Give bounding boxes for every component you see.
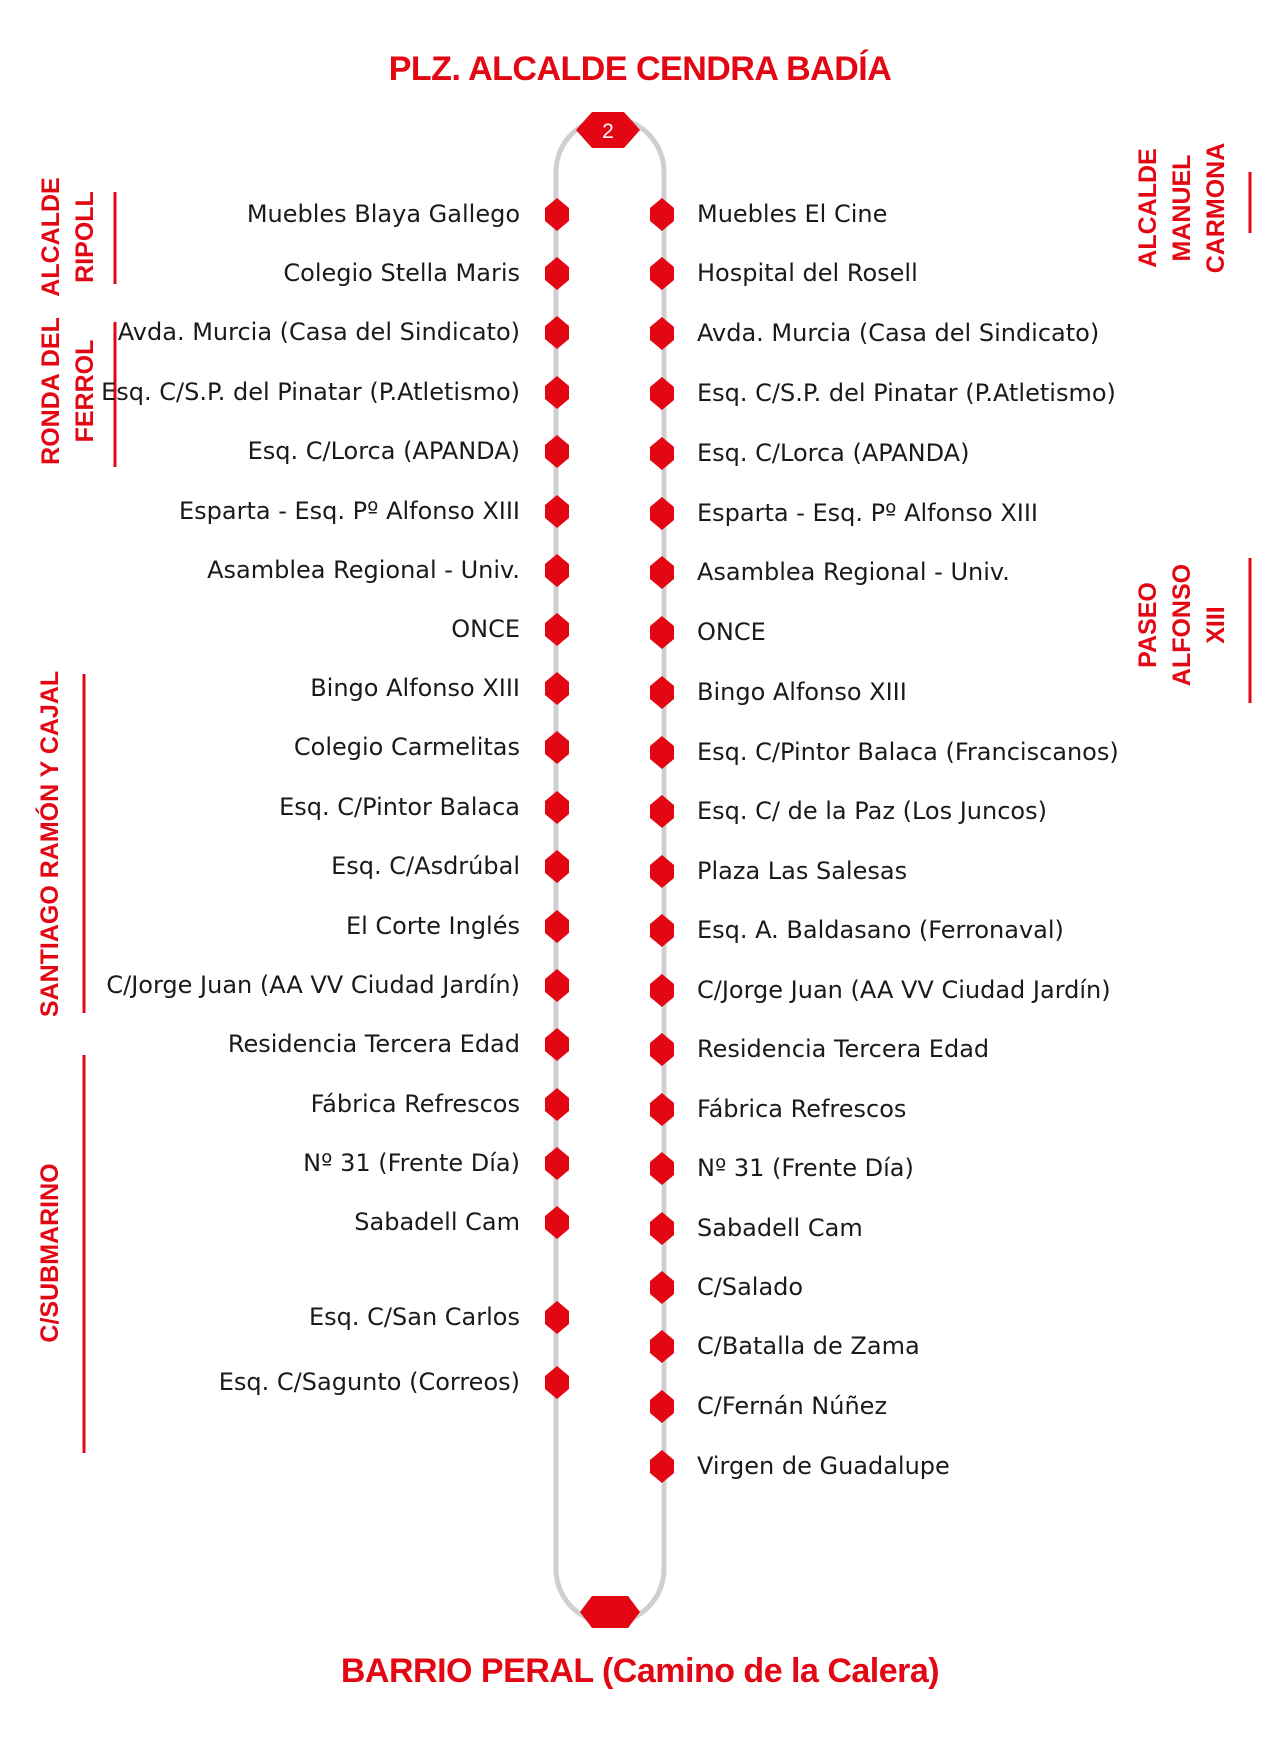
right-stop-marker (650, 1390, 674, 1423)
right-stop-marker (650, 1450, 674, 1483)
right-stop-marker (650, 1330, 674, 1363)
right-stop-label: Esq. C/Pintor Balaca (Franciscanos) (697, 738, 1119, 766)
left-stop-label: Bingo Alfonso XIII (310, 674, 520, 702)
left-stop-marker (545, 672, 569, 705)
street-name-left (34, 177, 102, 296)
right-stop-label: C/Jorge Juan (AA VV Ciudad Jardín) (697, 976, 1111, 1004)
terminal-bottom-title: BARRIO PERAL (Camino de la Calera) (340, 1652, 940, 1690)
left-stop-label: Residencia Tercera Edad (227, 1030, 520, 1058)
right-stop-marker (650, 795, 674, 828)
right-stop-marker (650, 377, 674, 410)
left-stop-label: ONCE (451, 615, 520, 643)
left-stop-label: Esq. C/San Carlos (309, 1303, 520, 1331)
street-name-line: CARMONA (1202, 142, 1230, 274)
left-stop-label: Nº 31 (Frente Día) (303, 1149, 520, 1177)
right-stop-marker (650, 1212, 674, 1245)
right-stop-label: C/Fernán Núñez (697, 1392, 888, 1420)
right-stop-marker (650, 1271, 674, 1304)
left-stop-marker (545, 910, 569, 943)
left-stop-label: Sabadell Cam (354, 1208, 520, 1236)
right-stop-marker (650, 914, 674, 947)
terminal-end-marker (580, 1596, 640, 1628)
right-stop-label: Fábrica Refrescos (697, 1095, 907, 1123)
street-name-left (33, 1163, 67, 1342)
right-stop-marker (650, 317, 674, 350)
right-stop-label: Asamblea Regional - Univ. (697, 558, 1010, 586)
left-stop-marker (545, 435, 569, 468)
right-stop-marker (650, 437, 674, 470)
right-stop-marker (650, 736, 674, 769)
left-stop-marker (545, 495, 569, 528)
left-stop-label: Esq. C/Lorca (APANDA) (247, 437, 520, 465)
right-stop-label: Bingo Alfonso XIII (697, 678, 907, 706)
street-name-line: ALFONSO (1168, 563, 1196, 687)
line-number-text: 2 (602, 120, 614, 143)
left-stop-marker (545, 1206, 569, 1239)
right-stop-label: Avda. Murcia (Casa del Sindicato) (697, 319, 1100, 347)
right-stop-label: Sabadell Cam (697, 1214, 863, 1242)
street-name-line: XIII (1202, 606, 1230, 644)
left-stop-label: Muebles Blaya Gallego (246, 200, 520, 228)
right-stop-label: C/Salado (697, 1273, 804, 1301)
street-name-line: ALCALDE (1134, 148, 1162, 268)
left-stop-marker (545, 1028, 569, 1061)
right-stop-label: Esq. C/Lorca (APANDA) (697, 439, 970, 467)
street-name-left (33, 671, 67, 1017)
terminal-top-title: PLZ. ALCALDE CENDRA BADÍA (388, 50, 892, 88)
left-stop-marker (545, 1147, 569, 1180)
route-track-loop (556, 118, 664, 1623)
left-stop-marker (545, 1366, 569, 1399)
street-name-right (1131, 564, 1233, 686)
right-stop-label: Plaza Las Salesas (697, 857, 908, 885)
street-name-line: RIPOLL (71, 191, 99, 283)
right-stop-label: C/Batalla de Zama (697, 1332, 920, 1360)
left-stop-marker (545, 1088, 569, 1121)
right-stop-marker (650, 556, 674, 589)
stop-markers (545, 198, 674, 1483)
left-stop-label: Avda. Murcia (Casa del Sindicato) (117, 318, 520, 346)
left-stop-label: C/Jorge Juan (AA VV Ciudad Jardín) (106, 971, 520, 999)
street-name-line: ALCALDE (37, 177, 65, 297)
right-stop-label: Esq. C/ de la Paz (Los Juncos) (697, 797, 1047, 825)
right-stop-label: Virgen de Guadalupe (697, 1452, 950, 1480)
left-stop-label: El Corte Inglés (345, 912, 520, 940)
right-stop-label: Esq. C/S.P. del Pinatar (P.Atletismo) (697, 379, 1116, 407)
left-stop-marker (545, 731, 569, 764)
street-name-left (34, 317, 102, 465)
left-stop-label: Esq. C/Pintor Balaca (279, 793, 520, 821)
right-stop-marker (650, 1093, 674, 1126)
street-name-line: RONDA DEL (37, 317, 65, 465)
right-stop-marker (650, 616, 674, 649)
right-stop-label: Residencia Tercera Edad (697, 1035, 990, 1063)
right-stop-label: Esparta - Esq. Pº Alfonso XIII (697, 499, 1039, 527)
right-stop-marker (650, 257, 674, 290)
right-stop-label: ONCE (697, 618, 766, 646)
left-stop-marker (545, 791, 569, 824)
right-stop-marker (650, 1033, 674, 1066)
left-stop-marker (545, 376, 569, 409)
left-stop-label: Fábrica Refrescos (310, 1090, 520, 1118)
street-name-line: MANUEL (1168, 154, 1196, 262)
left-stop-label: Esq. C/Asdrúbal (331, 852, 520, 880)
left-stop-label: Esparta - Esq. Pº Alfonso XIII (178, 497, 520, 525)
street-name-right (1131, 143, 1233, 274)
right-stop-marker (650, 855, 674, 888)
right-stop-label: Esq. A. Baldasano (Ferronaval) (697, 916, 1064, 944)
left-stop-label: Asamblea Regional - Univ. (207, 556, 520, 584)
street-name-line: PASEO (1134, 582, 1162, 668)
right-stop-marker (650, 1152, 674, 1185)
right-stop-marker (650, 497, 674, 530)
left-stop-label: Esq. C/Sagunto (Correos) (218, 1368, 520, 1396)
left-stop-marker (545, 1301, 569, 1334)
left-stop-label: Colegio Carmelitas (293, 733, 520, 761)
right-stop-marker (650, 676, 674, 709)
street-name-line: SANTIAGO RAMÓN Y CAJAL (36, 670, 64, 1018)
right-stop-label: Muebles El Cine (697, 200, 888, 228)
right-stop-label: Hospital del Rosell (697, 259, 918, 287)
street-name-line: C/SUBMARINO (36, 1163, 64, 1343)
right-stop-marker (650, 198, 674, 231)
left-stop-marker (545, 316, 569, 349)
left-stop-marker (545, 554, 569, 587)
right-stop-marker (650, 974, 674, 1007)
left-stop-marker (545, 613, 569, 646)
left-stop-marker (545, 198, 569, 231)
left-stop-label: Colegio Stella Maris (283, 259, 520, 287)
right-stop-label: Nº 31 (Frente Día) (697, 1154, 914, 1182)
left-stop-marker (545, 969, 569, 1002)
left-stop-marker (545, 257, 569, 290)
left-stop-marker (545, 850, 569, 883)
street-name-line: FERROL (71, 339, 99, 443)
left-stop-label: Esq. C/S.P. del Pinatar (P.Atletismo) (101, 378, 520, 406)
